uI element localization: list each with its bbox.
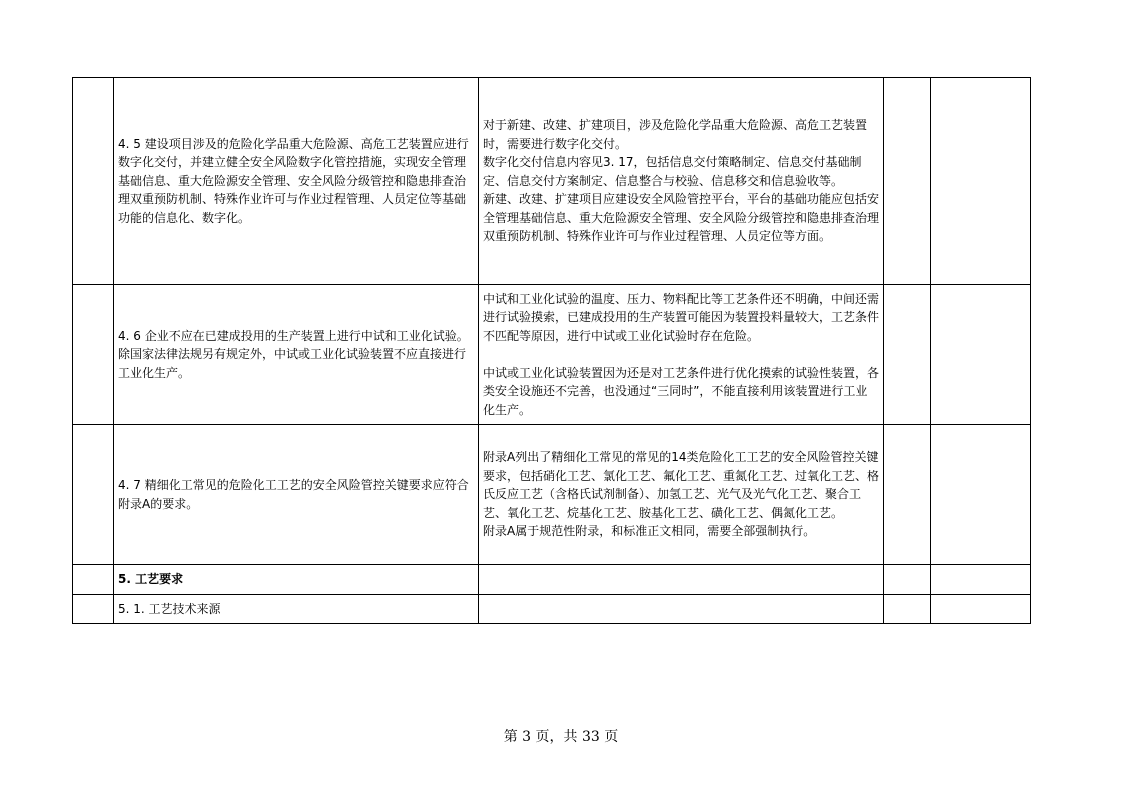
requirement-cell: 4. 6 企业不应在已建成投用的生产装置上进行中试和工业化试验。除国家法律法规另有规定外，中试或工业化试验装置不应直接进行工业化生产。 [114,285,479,425]
page-footer: 第 3 页，共 33 页 [503,729,619,745]
check-cell [884,78,931,285]
explanation-paragraph: 附录A属于规范性附录，和标准正文相同，需要全部强制执行。 [483,524,816,539]
check-cell [884,425,931,565]
explanation-paragraph: 新建、改建、扩建项目应建设安全风险管控平台，平台的基础功能应包括安全管理基础信息、重大危险源安全管理、安全风险分级管控和隐患排查治理双重预防机制、特殊作业许可与作业过程管理、人员定位等方面。 [483,192,880,244]
table-row [73,425,1031,565]
remark-cell [931,425,1031,565]
explanation-paragraph: 中试和工业化试验的温度、压力、物料配比等工艺条件还不明确，中间还需进行试验摸索，已建成投用的生产装置可能因为装置投料量较大，工艺条件不匹配等原因，进行中试或工业化试验时存在危险。 [483,291,880,343]
checklist-table [72,77,1031,624]
index-cell [73,565,114,595]
explanation-cell [479,595,884,624]
remark-cell [931,565,1031,595]
table-row [73,565,1031,595]
index-cell [73,285,114,425]
explanation-blank-line [483,345,879,364]
remark-cell [931,285,1031,425]
table-row [73,595,1031,624]
section-title: 5. 工艺要求 [114,565,479,595]
requirement-cell: 4. 5 建设项目涉及的危险化学品重大危险源、高危工艺装置应进行数字化交付，并建立健全安全风险数字化管控措施，实现安全管理基础信息、重大危险源安全管理、安全风险分级管控和隐患排查治理双重预防机制、特殊作业许可与作业过程管理、人员定位等基础功能的信息化、数字化。 [114,78,479,285]
index-cell [73,425,114,565]
requirement-cell: 4. 7 精细化工常见的危险化工工艺的安全风险管控关键要求应符合附录A的要求。 [114,425,479,565]
table-row [73,285,1031,425]
check-cell [884,565,931,595]
check-cell [884,595,931,624]
explanation-paragraph: 附录A列出了精细化工常见的常见的14类危险化工工艺的安全风险管控关键要求，包括硝化工艺、氯化工艺、氟化工艺、重氮化工艺、过氧化工艺、格氏反应工艺（含格氏试剂制备）、加氢工艺、光气及光气化工艺、聚合工艺、氧化工艺、烷基化工艺、胺基化工艺、磺化工艺、偶氮化工艺。 [483,450,880,520]
explanation-paragraph: 对于新建、改建、扩建项目，涉及危险化学品重大危险源、高危工艺装置时，需要进行数字化交付。 [483,118,868,151]
explanation-cell [479,425,884,565]
explanation-cell [479,285,884,425]
explanation-paragraph: 数字化交付信息内容见3. 17，包括信息交付策略制定、信息交付基础制定、信息交付方案制定、信息整合与校验、信息移交和信息验收等。 [483,155,862,188]
index-cell [73,595,114,624]
remark-cell [931,78,1031,285]
subsection-title: 5. 1. 工艺技术来源 [114,595,479,624]
explanation-cell [479,565,884,595]
explanation-paragraph: 中试或工业化试验装置因为还是对工艺条件进行优化摸索的试验性装置，各类安全设施还不完善，也没通过“三同时”，不能直接利用该装置进行工业化生产。 [483,365,880,417]
explanation-cell [479,78,884,285]
check-cell [884,285,931,425]
index-cell [73,78,114,285]
table-row [73,78,1031,285]
remark-cell [931,595,1031,624]
